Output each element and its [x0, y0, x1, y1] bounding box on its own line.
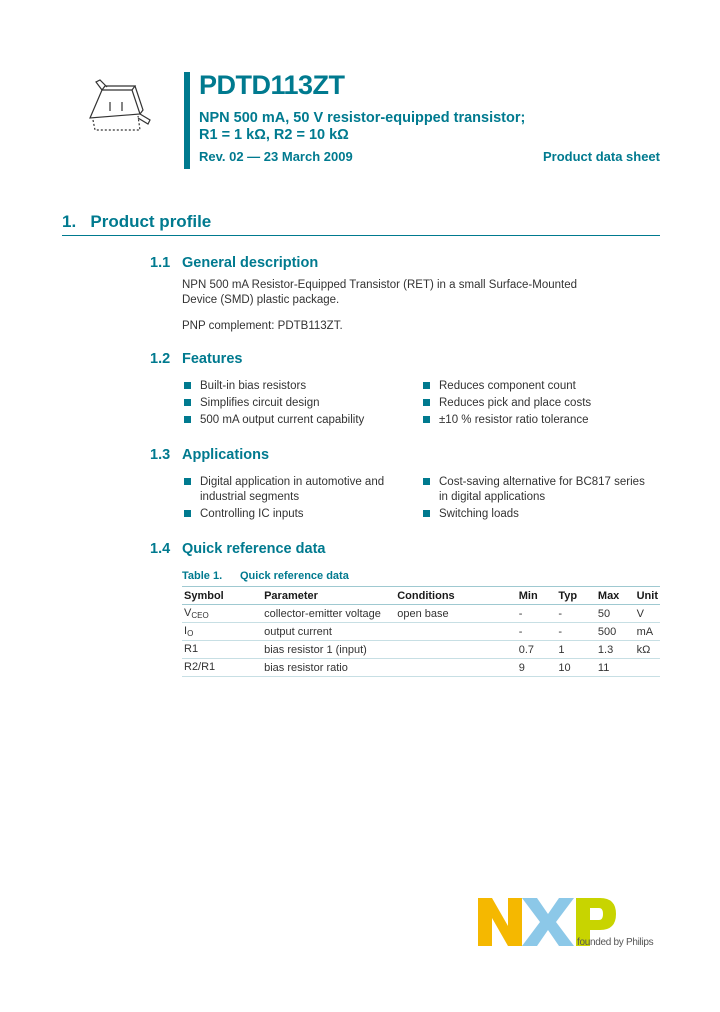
header-accent-bar: [184, 72, 190, 169]
min-cell: 0.7: [517, 641, 557, 659]
typ-cell: -: [556, 623, 596, 641]
max-cell: 50: [596, 605, 635, 623]
symbol-cell: R1: [182, 641, 262, 659]
feature-item: Simplifies circuit design: [200, 396, 320, 411]
column-header: Min: [517, 587, 557, 605]
parameter-cell: output current: [262, 623, 395, 641]
column-header: Conditions: [395, 587, 517, 605]
feature-item: ±10 % resistor ratio tolerance: [439, 413, 589, 428]
subsection-title: General description: [182, 255, 319, 271]
table-title: Quick reference data: [240, 570, 349, 582]
feature-item: Built-in bias resistors: [200, 379, 306, 394]
column-header: Max: [596, 587, 635, 605]
pnp-complement-text: PNP complement: PDTB113ZT.: [182, 320, 343, 332]
bullet-icon: [423, 382, 430, 389]
bullet-icon: [423, 478, 430, 485]
feature-item: 500 mA output current capability: [200, 413, 364, 428]
conditions-cell: [395, 659, 517, 677]
conditions-cell: [395, 623, 517, 641]
bullet-icon: [184, 399, 191, 406]
general-description-line-2: Device (SMD) plastic package.: [182, 294, 340, 306]
sot23-package-icon: [80, 78, 155, 140]
subsection-number: 1.2: [150, 351, 171, 367]
section-divider: [62, 235, 660, 236]
bullet-icon: [423, 416, 430, 423]
max-cell: 500: [596, 623, 635, 641]
feature-item: Reduces component count: [439, 379, 576, 394]
conditions-cell: [395, 641, 517, 659]
subsection-title: Quick reference data: [182, 541, 326, 557]
table-row: [182, 623, 660, 641]
table-label: Table 1.: [182, 570, 223, 582]
symbol-cell: $I_O$: [182, 623, 262, 641]
subsection-title: Applications: [182, 447, 270, 463]
subsection-heading-applications: [150, 447, 269, 463]
bullet-icon: [184, 416, 191, 423]
document-title: PDTD113ZT: [199, 70, 345, 100]
typ-cell: 10: [556, 659, 596, 677]
table-row: [182, 605, 660, 623]
section-heading: [62, 212, 211, 232]
max-cell: 1.3: [596, 641, 635, 659]
table-row: [182, 659, 660, 677]
subsection-number: 1.3: [150, 447, 171, 463]
max-cell: 11: [596, 659, 635, 677]
application-item: Controlling IC inputs: [200, 507, 304, 522]
subsection-number: 1.1: [150, 255, 171, 271]
unit-cell: V: [635, 605, 660, 623]
symbol-cell: R2/R1: [182, 659, 262, 677]
column-header: Parameter: [262, 587, 395, 605]
subtitle-line-1: NPN 500 mA, 50 V resistor-equipped transistor;: [199, 110, 526, 126]
quick-reference-table: [182, 586, 660, 677]
symbol-cell: $V_{CEO}$: [182, 605, 262, 623]
column-header: Unit: [635, 587, 660, 605]
unit-cell: kΩ: [635, 641, 660, 659]
table-header-row: [182, 587, 660, 605]
column-header: Symbol: [182, 587, 262, 605]
parameter-cell: bias resistor 1 (input): [262, 641, 395, 659]
subsection-heading-general: [150, 255, 318, 271]
application-item: Switching loads: [439, 507, 519, 522]
application-item: Cost-saving alternative for BC817 series in digital applications: [439, 475, 645, 505]
application-item: Digital application in automotive and industrial segments: [200, 475, 384, 505]
subsection-title: Features: [182, 351, 243, 367]
min-cell: -: [517, 623, 557, 641]
bullet-icon: [423, 510, 430, 517]
bullet-icon: [184, 382, 191, 389]
subsection-heading-features: [150, 351, 242, 367]
bullet-icon: [423, 399, 430, 406]
subsection-heading-quickref: [150, 541, 325, 557]
section-title: Product profile: [90, 212, 212, 231]
unit-cell: mA: [635, 623, 660, 641]
bullet-icon: [184, 478, 191, 485]
subsection-number: 1.4: [150, 541, 171, 557]
conditions-cell: open base: [395, 605, 517, 623]
feature-item: Reduces pick and place costs: [439, 396, 591, 411]
subtitle-line-2: R1 = 1 kΩ, R2 = 10 kΩ: [199, 127, 349, 143]
typ-cell: 1: [556, 641, 596, 659]
document-type: Product data sheet: [542, 149, 660, 164]
min-cell: 9: [517, 659, 557, 677]
bullet-icon: [184, 510, 191, 517]
unit-cell: [635, 659, 660, 677]
revision-info: Rev. 02 — 23 March 2009: [199, 149, 353, 164]
typ-cell: -: [556, 605, 596, 623]
parameter-cell: bias resistor ratio: [262, 659, 395, 677]
table-row: [182, 641, 660, 659]
general-description-line-1: NPN 500 mA Resistor-Equipped Transistor (RET) in a small Surface-Mounted: [182, 279, 577, 291]
min-cell: -: [517, 605, 557, 623]
logo-tagline: founded by Philips: [577, 937, 654, 948]
parameter-cell: collector-emitter voltage: [262, 605, 395, 623]
column-header: Typ: [556, 587, 596, 605]
table-caption: [182, 570, 349, 582]
section-number: 1.: [62, 212, 77, 231]
